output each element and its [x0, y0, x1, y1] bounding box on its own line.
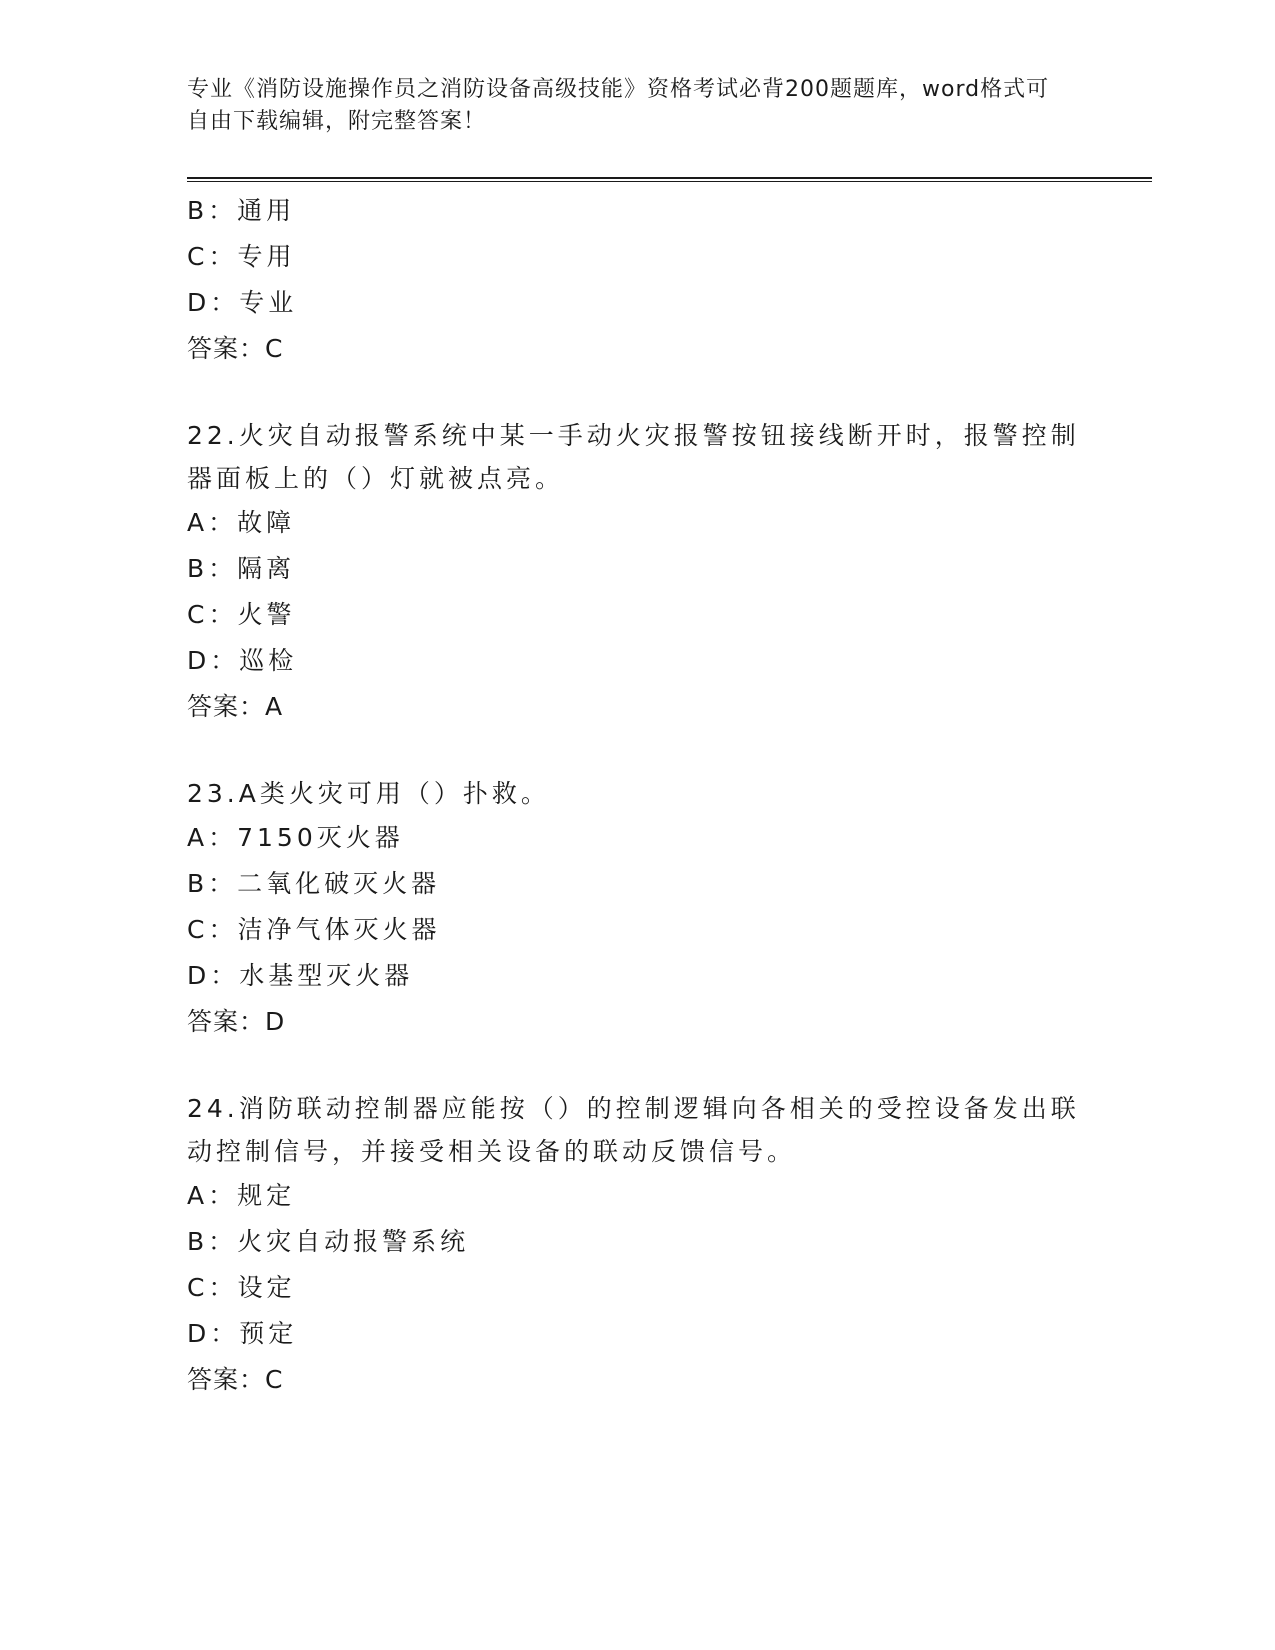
option-letter: A：	[187, 1181, 238, 1210]
option-text: 设定	[237, 1273, 296, 1302]
question-stem: 23.A类火灾可用（）扑救。	[187, 779, 550, 808]
question-stem: 24.消防联动控制器应能按（）的控制逻辑向各相关的受控设备发出联动控制信号，并接受相关设备的联动反馈信号。	[187, 1094, 1080, 1166]
question-stem: 22.火灾自动报警系统中某一手动火灾报警按钮接线断开时，报警控制器面板上的（）灯就被点亮。	[187, 421, 1080, 493]
option-letter: D：	[187, 646, 240, 675]
option-d	[187, 638, 1087, 684]
option-letter: B：	[187, 554, 238, 583]
option-d	[187, 1311, 1087, 1357]
option-letter: A：	[187, 508, 238, 537]
option-text: 通用	[237, 196, 296, 225]
option-text: 专业	[239, 288, 298, 317]
option-letter: A：	[187, 823, 238, 852]
option-text: 二氧化破灭火器	[237, 869, 441, 898]
option-text: 规定	[237, 1181, 296, 1210]
option-a	[187, 1173, 1087, 1219]
option-b	[187, 188, 1087, 234]
question-22	[187, 414, 1087, 730]
option-a	[187, 500, 1087, 546]
option-c	[187, 234, 1087, 280]
option-b	[187, 861, 1087, 907]
option-c	[187, 1265, 1087, 1311]
option-text: 预定	[239, 1319, 298, 1348]
option-text: 巡检	[239, 646, 298, 675]
answer-line: 答案：A	[187, 692, 284, 721]
option-b	[187, 546, 1087, 592]
option-letter: B：	[187, 869, 238, 898]
question-21-continued	[187, 188, 1087, 372]
answer-line: 答案：D	[187, 1007, 286, 1036]
option-letter: B：	[187, 1227, 238, 1256]
option-d	[187, 280, 1087, 326]
option-c	[187, 907, 1087, 953]
answer-line: 答案：C	[187, 1365, 284, 1394]
option-letter: D：	[187, 961, 240, 990]
option-letter: D：	[187, 1319, 240, 1348]
option-text: 隔离	[237, 554, 296, 583]
option-text: 故障	[237, 508, 296, 537]
option-text: 水基型灭火器	[239, 961, 414, 990]
question-list	[187, 188, 1087, 1403]
option-b	[187, 1219, 1087, 1265]
option-text: 专用	[237, 242, 296, 271]
option-text: 洁净气体灭火器	[237, 915, 441, 944]
option-text: 7150灭火器	[237, 823, 404, 852]
answer-line: 答案：C	[187, 334, 284, 363]
question-23	[187, 772, 1087, 1045]
option-letter: D：	[187, 288, 240, 317]
option-a	[187, 815, 1087, 861]
option-text: 火警	[237, 600, 296, 629]
option-letter: C：	[187, 242, 238, 271]
option-letter: C：	[187, 915, 238, 944]
option-c	[187, 592, 1087, 638]
option-letter: B：	[187, 196, 238, 225]
option-letter: C：	[187, 600, 238, 629]
document-header: 专业《消防设施操作员之消防设备高级技能》资格考试必背200题题库，word格式可自由下载编辑，附完整答案！	[187, 77, 1050, 134]
option-d	[187, 953, 1087, 999]
question-24	[187, 1087, 1087, 1403]
option-letter: C：	[187, 1273, 238, 1302]
option-text: 火灾自动报警系统	[237, 1227, 470, 1256]
header-divider	[187, 177, 1152, 182]
